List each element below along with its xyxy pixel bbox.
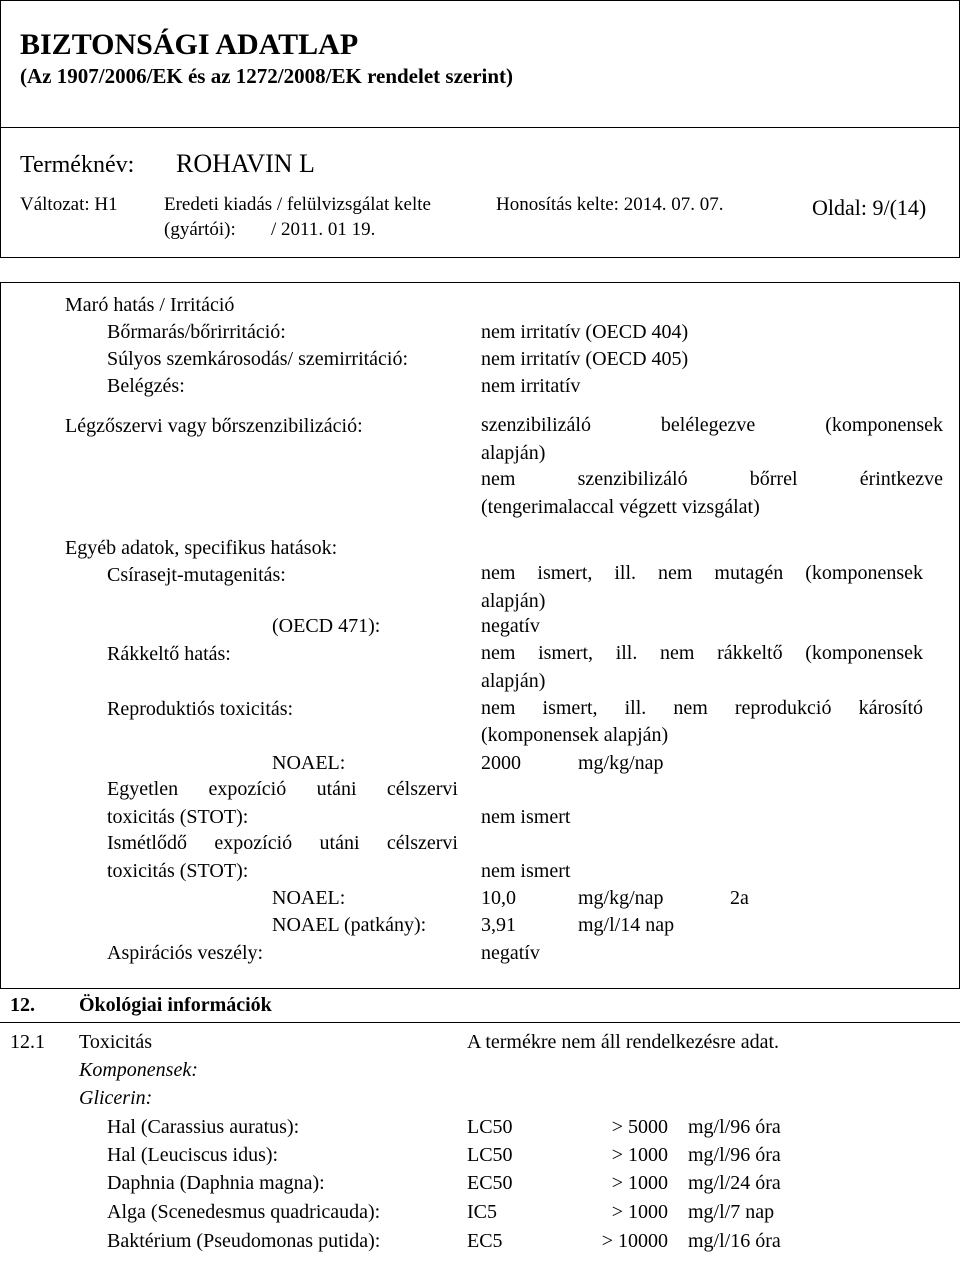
oecd471-value: negatív [481, 615, 540, 637]
noael-label-1: NOAEL: [272, 752, 346, 774]
reproductive-label: Reproduktiós toxicitás: [107, 698, 294, 720]
stot-single-line-1: Egyetlen expozíció utáni célszervi [107, 778, 458, 800]
reproductive-line-2: (komponensek alapján) [481, 724, 669, 746]
section-12-title: Ökológiai információk [79, 994, 272, 1016]
ecotox-test: EC50 [467, 1172, 513, 1194]
other-heading: Egyéb adatok, specifikus hatások: [65, 537, 338, 559]
stot-single-line-2: toxicitás (STOT): [107, 806, 249, 828]
sensitization-line-4: (tengerimalaccal végzett vizsgálat) [481, 496, 760, 518]
subsection-12-1-number: 12.1 [10, 1031, 45, 1053]
sensitization-line-2: alapján) [481, 442, 546, 464]
oecd471-label: (OECD 471): [272, 615, 381, 637]
noael-label-2: NOAEL: [272, 887, 346, 909]
noael-unit-1: mg/kg/nap [578, 752, 664, 774]
original-issue-line1: Eredeti kiadás / felülvizsgálat kelte [164, 194, 431, 215]
subsection-12-1-value: A termékre nem áll rendelkezésre adat. [467, 1031, 780, 1053]
germ-cell-line-1: nem ismert, ill. nem mutagén (komponensek [481, 562, 923, 584]
carcinogenicity-label: Rákkeltő hatás: [107, 643, 231, 665]
carcinogenicity-line-1: nem ismert, ill. nem rákkeltő (komponensek [481, 642, 923, 664]
sensitization-line-1: szenzibilizáló belélegezve (komponensek [481, 414, 943, 436]
original-issue-line2b: / 2011. 01 19. [271, 219, 376, 240]
eye-irritation-value: nem irritatív (OECD 405) [481, 348, 689, 370]
noael-value-3: 3,91 [481, 914, 516, 936]
product-name-value: ROHAVIN L [176, 149, 315, 178]
page-number: Oldal: 9/(14) [812, 195, 927, 220]
ecotox-organism: Hal (Leuciscus idus): [107, 1144, 279, 1166]
version-label: Változat: H1 [20, 194, 118, 215]
product-name-label: Terméknév: [20, 152, 135, 178]
ecotox-value: > 1000 [611, 1172, 668, 1194]
aspiration-label: Aspirációs veszély: [107, 942, 264, 964]
reproductive-line-1: nem ismert, ill. nem reprodukció károsító [481, 697, 923, 719]
noael-value-2: 10,0 [481, 887, 516, 909]
ecotox-unit: mg/l/16 óra [688, 1230, 781, 1252]
ecotox-value: > 1000 [611, 1201, 668, 1223]
components-label: Komponensek: [79, 1059, 198, 1081]
stot-repeated-line-2: toxicitás (STOT): [107, 860, 249, 882]
noael-value-1: 2000 [481, 752, 521, 774]
noael-unit-3: mg/l/14 nap [578, 914, 675, 936]
inhalation-value: nem irritatív [481, 375, 581, 397]
irritation-heading: Maró hatás / Irritáció [65, 294, 235, 316]
ecotox-test: IC5 [467, 1201, 497, 1223]
stot-repeated-line-1: Ismétlődő expozíció utáni célszervi [107, 832, 458, 854]
ecotox-unit: mg/l/7 nap [688, 1201, 775, 1223]
carcinogenicity-line-2: alapján) [481, 670, 546, 692]
header-divider [0, 127, 960, 128]
sensitization-label: Légzőszervi vagy bőrszenzibilizáció: [65, 415, 363, 437]
ecotox-value: > 1000 [611, 1144, 668, 1166]
noael-label-3: NOAEL (patkány): [272, 914, 427, 936]
subsection-12-1-title: Toxicitás [79, 1031, 153, 1053]
skin-irritation-value: nem irritatív (OECD 404) [481, 321, 689, 343]
ecotox-unit: mg/l/24 óra [688, 1172, 781, 1194]
stot-single-value: nem ismert [481, 806, 571, 828]
ecotox-test: LC50 [467, 1116, 513, 1138]
germ-cell-line-2: alapján) [481, 590, 546, 612]
ecotox-organism: Daphnia (Daphnia magna): [107, 1172, 325, 1194]
ecotox-organism: Baktérium (Pseudomonas putida): [107, 1230, 381, 1252]
ecotox-unit: mg/l/96 óra [688, 1144, 781, 1166]
localization-date: Honosítás kelte: 2014. 07. 07. [496, 194, 724, 215]
section-12-top-rule [0, 988, 960, 989]
document-title: BIZTONSÁGI ADATLAP [20, 28, 359, 61]
ecotox-value: > 5000 [611, 1116, 668, 1138]
sensitization-line-3: nem szenzibilizáló bőrrel érintkezve [481, 468, 943, 490]
noael-extra-2: 2a [730, 887, 749, 909]
aspiration-value: negatív [481, 942, 540, 964]
inhalation-label: Belégzés: [107, 375, 185, 397]
skin-irritation-label: Bőrmarás/bőrirritáció: [107, 321, 286, 343]
section-12-number: 12. [10, 994, 35, 1016]
ecotox-unit: mg/l/96 óra [688, 1116, 781, 1138]
section-12-bottom-rule [0, 1022, 960, 1023]
ecotox-value: > 10000 [601, 1230, 668, 1252]
stot-repeated-value: nem ismert [481, 860, 571, 882]
ecotox-organism: Hal (Carassius auratus): [107, 1116, 300, 1138]
original-issue-line2a: (gyártói): [164, 219, 236, 240]
ecotox-test: LC50 [467, 1144, 513, 1166]
ecotox-organism: Alga (Scenedesmus quadricauda): [107, 1201, 381, 1223]
noael-unit-2: mg/kg/nap [578, 887, 664, 909]
document-subtitle: (Az 1907/2006/EK és az 1272/2008/EK rendelet szerint) [20, 64, 514, 88]
germ-cell-label: Csírasejt-mutagenitás: [107, 564, 286, 586]
ecotox-test: EC5 [467, 1230, 503, 1252]
eye-irritation-label: Súlyos szemkárosodás/ szemirritáció: [107, 348, 409, 370]
glycerin-label: Glicerin: [79, 1087, 153, 1109]
